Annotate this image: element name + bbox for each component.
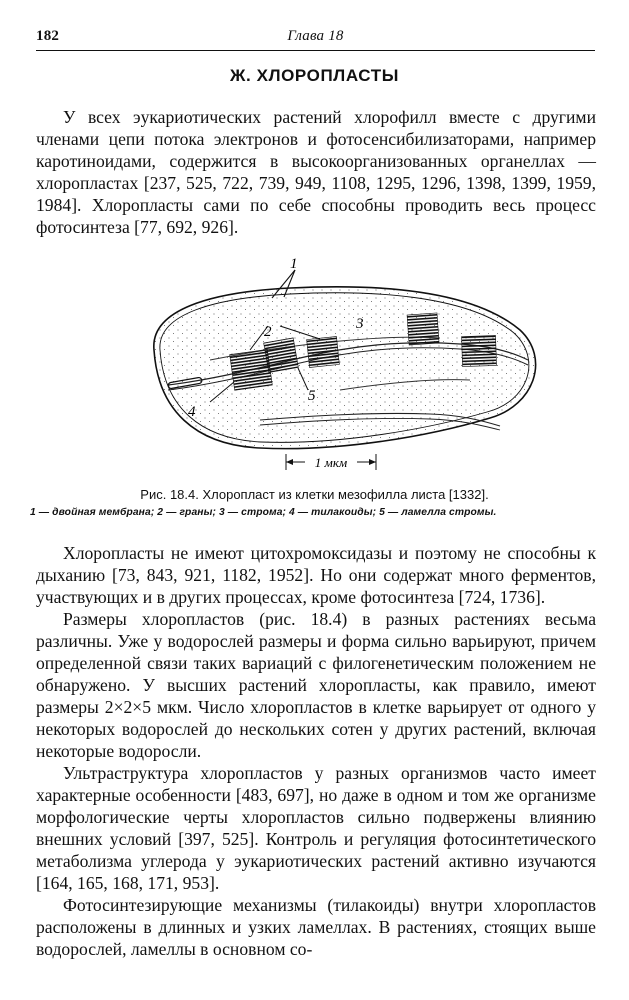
intro-paragraph: У всех эукариотических растений хлорофилл вместе с другими членами цепи потока электронов и фотосенсибилизаторами, например каротиноидами, содержится в высокоорганизованных органеллах — хлоропластах [237, 525, 722, 739, 949, 1108, 1295, 1296, 1398, 1399, 1959, 1984]. Хлоропласты сами по себе способны проводить весь процесс фотосинтеза [77, 692, 926]. [36, 107, 596, 237]
running-header [36, 26, 595, 48]
paragraph: Размеры хлоропластов (рис. 18.4) в разных растениях весьма различны. Уже у водорослей размеры и форма сильно варьируют, причем определенной связи таких вариаций с филогенетическим положением не обнаружено. У высших растений хлоропласты, как правило, имеют размеры 2×2×5 мкм. Число хлоропластов в клетке варьирует от одного у некоторых водорослей до нескольких сотен у других растений, включая некоторые водоросли. [36, 609, 596, 761]
header-rule [36, 50, 595, 51]
figure-caption: Рис. 18.4. Хлоропласт из клетки мезофилла листа [1332]. [140, 487, 489, 502]
granum-stack [462, 335, 497, 366]
outer-membrane [154, 287, 536, 449]
granum-stack [264, 338, 299, 373]
granum-stack [307, 337, 340, 368]
label-5: 5 [308, 388, 316, 404]
paragraph: Ультраструктура хлоропластов у разных организмов часто имеет характерные особенности [483, 697], но даже в одном и том же организме морфологические черты хлоропластов сильно подвержены влиянию внешних условий [397, 525]. Контроль и регуляция фотосинтетического метаболизма углерода у эукариотических растений активно изучаются [164, 165, 168, 171, 953]. [36, 763, 596, 893]
section-heading: Ж. ХЛОРОПЛАСТЫ [230, 66, 399, 85]
figure-legend: 1 — двойная мембрана; 2 — граны; 3 — строма; 4 — тилакоиды; 5 — ламелла стромы. [30, 507, 497, 518]
label-4: 4 [188, 404, 196, 420]
chapter-title: Глава 18 [287, 28, 344, 44]
granum-stack [407, 313, 439, 345]
page-number: 182 [36, 28, 60, 44]
label-2: 2 [264, 324, 272, 340]
chloroplast-figure [140, 240, 560, 480]
paragraph: Хлоропласты не имеют цитохромоксидазы и поэтому не способны к дыханию [73, 843, 921, 1182, 1952]. Но они содержат много ферментов, участвующих и в других процессах, кроме фотосинтеза [724, 1736]. [36, 543, 596, 607]
label-3: 3 [356, 316, 364, 332]
label-1: 1 [290, 256, 298, 272]
scale-label: 1 мкм [314, 455, 348, 470]
body-text [36, 542, 596, 960]
scale-bar [286, 454, 376, 470]
paragraph: Фотосинтезирующие механизмы (тилакоиды) внутри хлоропластов расположены в длинных и узких ламеллах. В растениях, стоящих выше водорослей, ламеллы в основном со- [36, 895, 596, 959]
